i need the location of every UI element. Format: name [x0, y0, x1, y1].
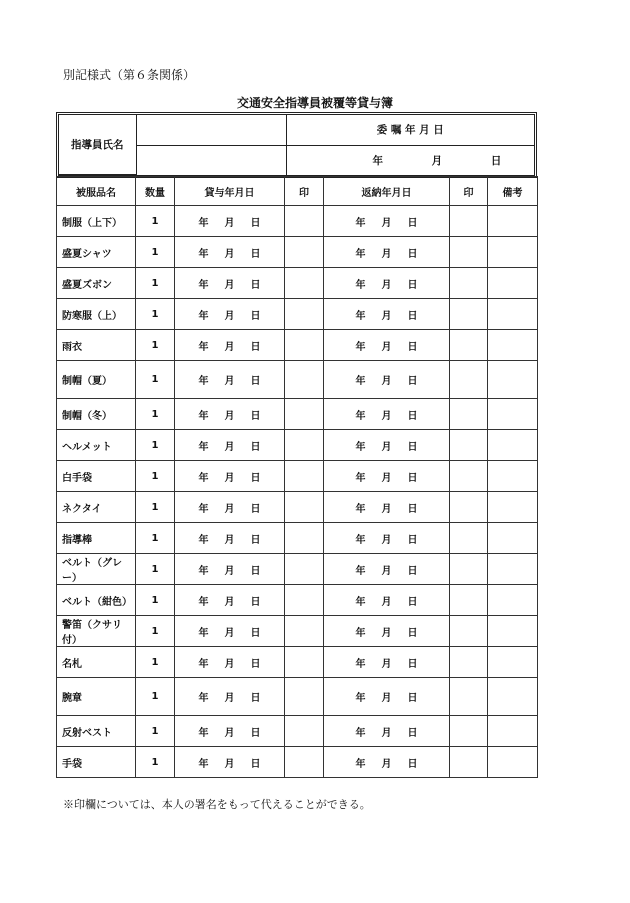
- month-label: 月: [381, 279, 392, 291]
- year-label: 年: [198, 693, 209, 704]
- item-name-cell: 制帽（夏）: [57, 361, 136, 399]
- table-row: [57, 554, 538, 585]
- return-date-cell[interactable]: [324, 585, 450, 616]
- remarks-cell[interactable]: [488, 430, 538, 461]
- remarks-cell[interactable]: [488, 716, 538, 747]
- day-label: 日: [250, 248, 261, 260]
- month-label: 月: [381, 376, 392, 387]
- year-label: 年: [355, 376, 366, 387]
- loan-date-cell[interactable]: [175, 616, 285, 647]
- seal-cell[interactable]: [450, 430, 488, 461]
- day-label: 日: [250, 410, 261, 422]
- year-label: 年: [198, 410, 209, 422]
- day-label: 日: [250, 441, 261, 453]
- seal-cell[interactable]: [285, 361, 324, 399]
- day-label: 日: [407, 279, 418, 291]
- year-label: 年: [198, 727, 209, 739]
- instructor-name-label: 指導員氏名: [59, 115, 136, 175]
- seal-cell[interactable]: [450, 647, 488, 678]
- seal-cell[interactable]: [285, 492, 324, 523]
- year-label: 年: [355, 248, 366, 260]
- return-date-cell[interactable]: [324, 237, 450, 268]
- month-label: 月: [431, 154, 443, 167]
- instructor-name-field[interactable]: [136, 115, 286, 145]
- form-reference-label: 別記様式（第６条関係）: [63, 68, 196, 82]
- seal-cell[interactable]: [450, 299, 488, 330]
- seal-cell[interactable]: [450, 330, 488, 361]
- table-row: [57, 330, 538, 361]
- month-label: 月: [224, 758, 235, 770]
- remarks-cell[interactable]: [488, 678, 538, 716]
- year-label: 年: [372, 154, 383, 167]
- year-label: 年: [198, 534, 209, 546]
- remarks-cell[interactable]: [488, 330, 538, 361]
- quantity-cell: 1: [136, 430, 175, 461]
- quantity-cell: 1: [136, 554, 175, 585]
- return-date-cell[interactable]: [324, 492, 450, 523]
- day-label: 日: [250, 503, 261, 515]
- table-row: [57, 430, 538, 461]
- month-label: 月: [381, 565, 392, 577]
- year-label: 年: [355, 410, 366, 422]
- month-label: 月: [381, 727, 392, 739]
- seal-cell[interactable]: [285, 616, 324, 647]
- quantity-cell: 1: [136, 492, 175, 523]
- return-date-cell[interactable]: [324, 268, 450, 299]
- seal-cell[interactable]: [285, 268, 324, 299]
- year-label: 年: [198, 565, 209, 577]
- remarks-cell[interactable]: [488, 237, 538, 268]
- remarks-cell[interactable]: [488, 206, 538, 237]
- item-name-cell: ヘルメット: [57, 430, 136, 461]
- month-label: 月: [381, 534, 392, 546]
- table-row: [57, 361, 538, 399]
- day-label: 日: [407, 310, 418, 322]
- year-label: 年: [355, 217, 366, 229]
- day-label: 日: [250, 341, 261, 353]
- item-name-cell: 反射ベスト: [57, 716, 136, 747]
- table-header-row: [57, 177, 538, 206]
- remarks-cell[interactable]: [488, 523, 538, 554]
- month-label: 月: [381, 341, 392, 353]
- quantity-cell: 1: [136, 237, 175, 268]
- table-row: [57, 399, 538, 430]
- seal-cell[interactable]: [450, 523, 488, 554]
- return-date-cell[interactable]: [324, 554, 450, 585]
- day-label: 日: [250, 279, 261, 291]
- quantity-cell: 1: [136, 678, 175, 716]
- day-label: 日: [250, 310, 261, 322]
- table-row: [57, 492, 538, 523]
- month-label: 月: [381, 410, 392, 422]
- year-label: 年: [198, 658, 209, 670]
- table-row: [57, 523, 538, 554]
- loan-date-cell[interactable]: [175, 206, 285, 237]
- remarks-cell[interactable]: [488, 492, 538, 523]
- clothing-loan-table: [56, 176, 538, 778]
- table-row: [57, 268, 538, 299]
- day-label: 日: [250, 758, 261, 770]
- year-label: 年: [198, 248, 209, 260]
- month-label: 月: [381, 693, 392, 704]
- return-date-cell[interactable]: [324, 647, 450, 678]
- seal-cell[interactable]: [450, 585, 488, 616]
- year-label: 年: [355, 503, 366, 515]
- remarks-cell[interactable]: [488, 585, 538, 616]
- seal-cell[interactable]: [285, 585, 324, 616]
- remarks-cell[interactable]: [488, 554, 538, 585]
- seal-cell[interactable]: [285, 523, 324, 554]
- col-quantity: 数量: [136, 177, 175, 206]
- day-label: 日: [407, 596, 418, 608]
- table-row: [57, 716, 538, 747]
- commission-date-label: 委 嘱 年 月 日: [286, 115, 534, 145]
- seal-cell[interactable]: [450, 492, 488, 523]
- loan-date-cell[interactable]: [175, 647, 285, 678]
- month-label: 月: [224, 376, 235, 387]
- instructor-header-box: [56, 112, 537, 178]
- day-label: 日: [250, 658, 261, 670]
- seal-cell[interactable]: [450, 678, 488, 716]
- remarks-cell[interactable]: [488, 747, 538, 778]
- table-row: [57, 237, 538, 268]
- table-row: [57, 678, 538, 716]
- year-label: 年: [198, 376, 209, 387]
- day-label: 日: [407, 727, 418, 739]
- day-label: 日: [407, 534, 418, 546]
- day-label: 日: [407, 693, 418, 704]
- year-label: 年: [355, 310, 366, 322]
- loan-date-cell[interactable]: [175, 361, 285, 399]
- year-label: 年: [355, 472, 366, 484]
- month-label: 月: [381, 472, 392, 484]
- item-name-cell: 制服（上下）: [57, 206, 136, 237]
- day-label: 日: [250, 693, 261, 704]
- seal-cell[interactable]: [285, 299, 324, 330]
- remarks-cell[interactable]: [488, 399, 538, 430]
- loan-date-cell[interactable]: [175, 399, 285, 430]
- return-date-cell[interactable]: [324, 616, 450, 647]
- loan-date-cell[interactable]: [175, 523, 285, 554]
- loan-date-cell[interactable]: [175, 585, 285, 616]
- day-label: 日: [407, 410, 418, 422]
- loan-date-cell[interactable]: [175, 330, 285, 361]
- month-label: 月: [224, 248, 235, 260]
- col-loan-date: 貸与年月日: [175, 177, 285, 206]
- document-title: 交通安全指導員被覆等貸与簿: [236, 96, 393, 110]
- day-label: 日: [407, 341, 418, 353]
- seal-cell[interactable]: [450, 747, 488, 778]
- month-label: 月: [224, 341, 235, 353]
- item-name-cell: 名札: [57, 647, 136, 678]
- quantity-cell: 1: [136, 206, 175, 237]
- day-label: 日: [250, 472, 261, 484]
- month-label: 月: [224, 627, 235, 639]
- year-label: 年: [355, 341, 366, 353]
- table-row: [57, 299, 538, 330]
- year-label: 年: [355, 727, 366, 739]
- year-label: 年: [355, 565, 366, 577]
- remarks-cell[interactable]: [488, 361, 538, 399]
- item-name-cell: 白手袋: [57, 461, 136, 492]
- item-name-cell: 警笛（クサリ付）: [57, 616, 136, 647]
- seal-cell[interactable]: [450, 399, 488, 430]
- seal-cell[interactable]: [285, 430, 324, 461]
- quantity-cell: 1: [136, 330, 175, 361]
- seal-cell[interactable]: [285, 461, 324, 492]
- month-label: 月: [381, 310, 392, 322]
- item-name-cell: 盛夏シャツ: [57, 237, 136, 268]
- quantity-cell: 1: [136, 399, 175, 430]
- day-label: 日: [407, 472, 418, 484]
- month-label: 月: [224, 503, 235, 515]
- table-row: [57, 461, 538, 492]
- quantity-cell: 1: [136, 585, 175, 616]
- quantity-cell: 1: [136, 747, 175, 778]
- month-label: 月: [224, 310, 235, 322]
- quantity-cell: 1: [136, 716, 175, 747]
- day-label: 日: [250, 376, 261, 387]
- col-return-date: 返納年月日: [324, 177, 450, 206]
- seal-cell[interactable]: [285, 554, 324, 585]
- loan-date-cell[interactable]: [175, 299, 285, 330]
- item-name-cell: 雨衣: [57, 330, 136, 361]
- loan-date-cell[interactable]: [175, 430, 285, 461]
- table-row: [57, 747, 538, 778]
- col-seal-1: 印: [285, 177, 324, 206]
- return-date-cell[interactable]: [324, 678, 450, 716]
- return-date-cell[interactable]: [324, 430, 450, 461]
- loan-date-cell[interactable]: [175, 716, 285, 747]
- return-date-cell[interactable]: [324, 399, 450, 430]
- month-label: 月: [224, 217, 235, 229]
- seal-cell[interactable]: [285, 237, 324, 268]
- table-row: [57, 206, 538, 237]
- return-date-cell[interactable]: [324, 299, 450, 330]
- year-label: 年: [355, 441, 366, 453]
- year-label: 年: [355, 693, 366, 704]
- year-label: 年: [198, 503, 209, 515]
- seal-cell[interactable]: [450, 716, 488, 747]
- item-name-cell: ベルト（グレー）: [57, 554, 136, 585]
- seal-cell[interactable]: [450, 237, 488, 268]
- instructor-name-field-2[interactable]: [136, 145, 286, 175]
- month-label: 月: [224, 534, 235, 546]
- month-label: 月: [381, 441, 392, 453]
- day-label: 日: [407, 376, 418, 387]
- month-label: 月: [224, 279, 235, 291]
- seal-cell[interactable]: [450, 361, 488, 399]
- footnote: ※印欄については、本人の署名をもって代えることができる。: [63, 798, 371, 811]
- seal-cell[interactable]: [285, 330, 324, 361]
- return-date-cell[interactable]: [324, 206, 450, 237]
- quantity-cell: 1: [136, 523, 175, 554]
- return-date-cell[interactable]: [324, 461, 450, 492]
- year-label: 年: [355, 627, 366, 639]
- item-name-cell: ネクタイ: [57, 492, 136, 523]
- item-name-cell: 防寒服（上）: [57, 299, 136, 330]
- return-date-cell[interactable]: [324, 716, 450, 747]
- year-label: 年: [198, 310, 209, 322]
- year-label: 年: [355, 758, 366, 770]
- item-name-cell: 制帽（冬）: [57, 399, 136, 430]
- year-label: 年: [198, 217, 209, 229]
- month-label: 月: [224, 727, 235, 739]
- seal-cell[interactable]: [450, 206, 488, 237]
- month-label: 月: [381, 658, 392, 670]
- seal-cell[interactable]: [450, 268, 488, 299]
- seal-cell[interactable]: [285, 647, 324, 678]
- day-label: 日: [407, 441, 418, 453]
- item-name-cell: 指導棒: [57, 523, 136, 554]
- loan-date-cell[interactable]: [175, 237, 285, 268]
- remarks-cell[interactable]: [488, 647, 538, 678]
- loan-date-cell[interactable]: [175, 492, 285, 523]
- remarks-cell[interactable]: [488, 461, 538, 492]
- year-label: 年: [198, 279, 209, 291]
- month-label: 月: [381, 596, 392, 608]
- seal-cell[interactable]: [450, 554, 488, 585]
- month-label: 月: [224, 441, 235, 453]
- seal-cell[interactable]: [285, 206, 324, 237]
- quantity-cell: 1: [136, 361, 175, 399]
- month-label: 月: [224, 472, 235, 484]
- return-date-cell[interactable]: [324, 523, 450, 554]
- col-remarks: 備考: [488, 177, 538, 206]
- month-label: 月: [381, 248, 392, 260]
- return-date-cell[interactable]: [324, 330, 450, 361]
- loan-date-cell[interactable]: [175, 554, 285, 585]
- day-label: 日: [407, 758, 418, 770]
- year-label: 年: [198, 627, 209, 639]
- seal-cell[interactable]: [285, 747, 324, 778]
- year-label: 年: [198, 472, 209, 484]
- seal-cell[interactable]: [285, 399, 324, 430]
- year-label: 年: [355, 658, 366, 670]
- day-label: 日: [407, 217, 418, 229]
- day-label: 日: [250, 217, 261, 229]
- year-label: 年: [198, 758, 209, 770]
- quantity-cell: 1: [136, 616, 175, 647]
- day-label: 日: [250, 627, 261, 639]
- day-label: 日: [407, 248, 418, 260]
- seal-cell[interactable]: [450, 461, 488, 492]
- item-name-cell: 腕章: [57, 678, 136, 716]
- year-label: 年: [198, 596, 209, 608]
- month-label: 月: [381, 758, 392, 770]
- month-label: 月: [381, 217, 392, 229]
- month-label: 月: [224, 693, 235, 704]
- commission-date-field[interactable]: [286, 145, 534, 175]
- remarks-cell[interactable]: [488, 616, 538, 647]
- day-label: 日: [490, 154, 502, 167]
- return-date-cell[interactable]: [324, 747, 450, 778]
- quantity-cell: 1: [136, 299, 175, 330]
- day-label: 日: [250, 565, 261, 577]
- month-label: 月: [381, 503, 392, 515]
- seal-cell[interactable]: [285, 716, 324, 747]
- day-label: 日: [250, 534, 261, 546]
- quantity-cell: 1: [136, 647, 175, 678]
- item-name-cell: ベルト（紺色）: [57, 585, 136, 616]
- month-label: 月: [224, 410, 235, 422]
- quantity-cell: 1: [136, 461, 175, 492]
- day-label: 日: [407, 565, 418, 577]
- day-label: 日: [407, 627, 418, 639]
- quantity-cell: 1: [136, 268, 175, 299]
- day-label: 日: [250, 727, 261, 739]
- year-label: 年: [198, 441, 209, 453]
- loan-date-cell[interactable]: [175, 678, 285, 716]
- loan-date-cell[interactable]: [175, 747, 285, 778]
- return-date-cell[interactable]: [324, 361, 450, 399]
- loan-date-cell[interactable]: [175, 461, 285, 492]
- day-label: 日: [250, 596, 261, 608]
- table-row: [57, 616, 538, 647]
- col-item-name: 被服品名: [57, 177, 136, 206]
- table-row: [57, 647, 538, 678]
- year-label: 年: [355, 279, 366, 291]
- item-name-cell: 盛夏ズボン: [57, 268, 136, 299]
- loan-date-cell[interactable]: [175, 268, 285, 299]
- day-label: 日: [407, 503, 418, 515]
- year-label: 年: [355, 596, 366, 608]
- table-row: [57, 585, 538, 616]
- remarks-cell[interactable]: [488, 268, 538, 299]
- day-label: 日: [407, 658, 418, 670]
- col-seal-2: 印: [450, 177, 488, 206]
- year-label: 年: [355, 534, 366, 546]
- month-label: 月: [381, 627, 392, 639]
- year-label: 年: [198, 341, 209, 353]
- month-label: 月: [224, 596, 235, 608]
- remarks-cell[interactable]: [488, 299, 538, 330]
- seal-cell[interactable]: [285, 678, 324, 716]
- item-name-cell: 手袋: [57, 747, 136, 778]
- month-label: 月: [224, 658, 235, 670]
- seal-cell[interactable]: [450, 616, 488, 647]
- month-label: 月: [224, 565, 235, 577]
